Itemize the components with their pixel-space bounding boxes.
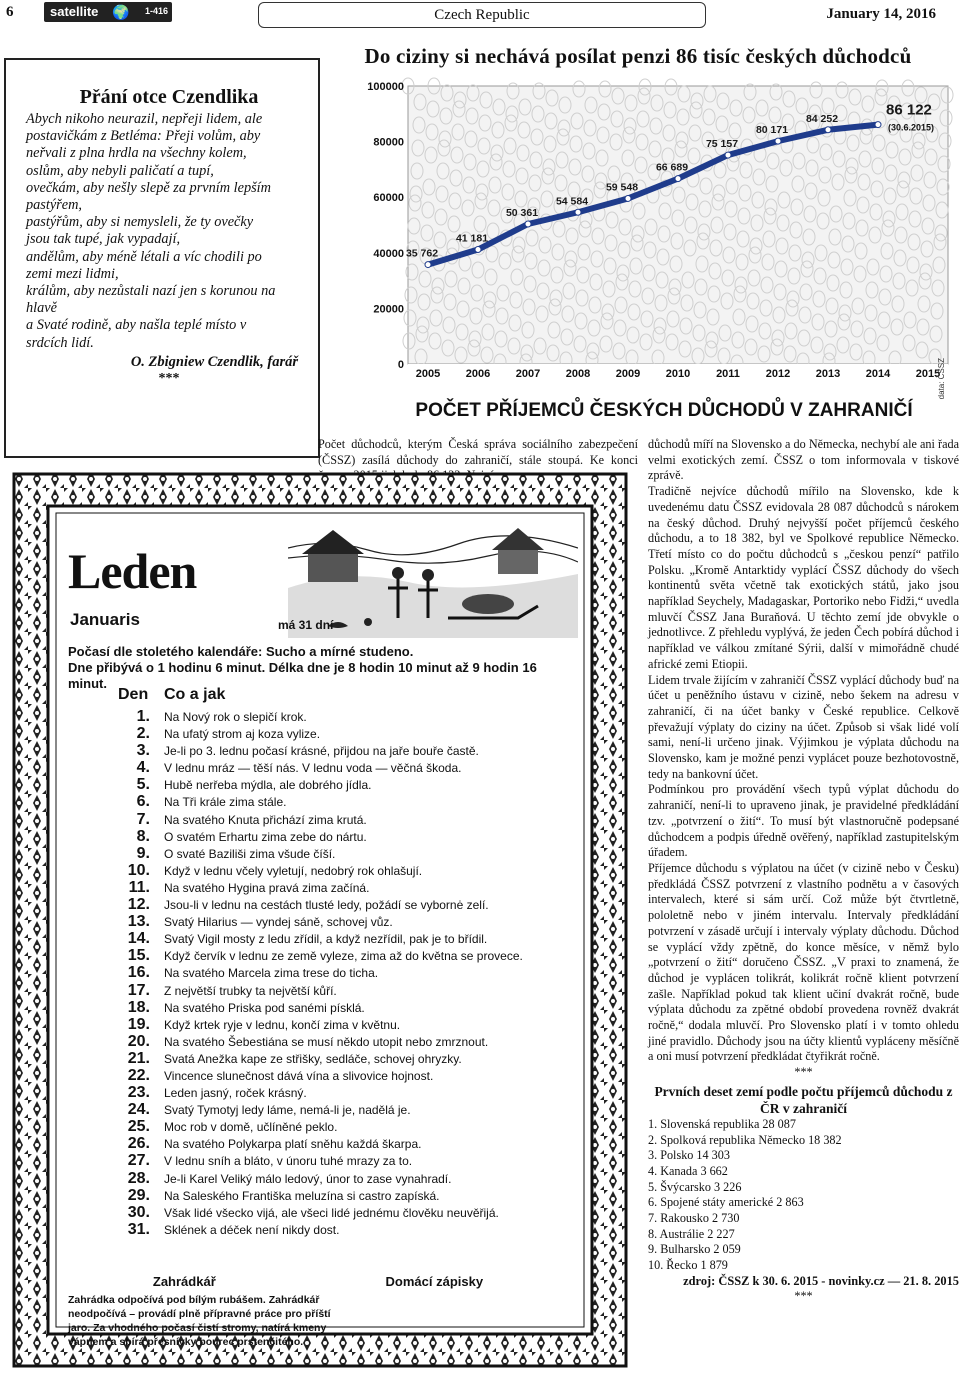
chart-y-tick-label: 0 (397, 359, 404, 371)
article-paragraph: Lidem trvale žijícím v zahraničí ČSSZ vyplácí důchody buď na účet u peněžního ústavu v cizině, nebo šekem na adresu v zahraničí, či na účet banky v České republice. Celkově převažují výplaty do ciziny na účet. Způsob si však lidé volí sami, není-li určeno jinak. Výjimkou je výplata důchodu na Slovensko, kam je možné penzi vyplácet pouze bezhotovostně, tedy na bankovní účet. (648, 672, 959, 781)
gardener-text: Zahrádka odpočívá pod bílým rubášem. Zahrádkář neodpočívá – provádí plně přípravné práce pro příští jaro. Za vhodného počasí čistí stromy, natírá kmeny vápnem a sbírá přesnívky bourec prstenčitého. (68, 1294, 331, 1348)
calendar-saying: Na svatého Polykarpa platí sněhu každá škarpa. (164, 1137, 422, 1152)
calendar-row (118, 982, 568, 999)
chart-data-label: 86 122 (886, 101, 932, 119)
notes-heading: Domácí zápisky (385, 1274, 484, 1289)
top10-item: 7. Rakousko 2 730 (648, 1211, 740, 1226)
calendar-day-number: 18. (127, 998, 150, 1016)
calendar-row (118, 913, 568, 930)
calendar-saying: Hubě nerřeba mýdla, ale dobrého jídla. (164, 778, 372, 793)
chart-data-point (425, 262, 431, 268)
calendar-saying: Svatý Tymotyj ledy láme, nemá-li je, nadělá je. (164, 1103, 411, 1118)
chart-y-tick-label: 60000 (373, 192, 404, 205)
poem-line: zemi mezi lidmi, (26, 265, 119, 282)
chart-data-label: 35 762 (405, 247, 439, 260)
calendar-row (118, 862, 568, 879)
poem-title: Přání otce Czendlika (79, 86, 259, 108)
calendar-day-number: 15. (127, 947, 150, 965)
calendar-day-number: 4. (136, 759, 150, 777)
chart-x-tick-label: 2011 (716, 368, 740, 380)
calendar-saying: Svatá Anežka kape ze střišky, sedláče, schovej ohryzky. (164, 1051, 462, 1066)
calendar-day-number: 3. (136, 742, 150, 760)
calendar-saying: Na Nový rok o slepičí krok. (164, 710, 307, 724)
calendar-weather-note (68, 644, 568, 692)
calendar-saying: Leden jasný, roček krásný. (164, 1086, 307, 1101)
calendar-day-number: 12. (127, 896, 150, 914)
chart-title: POČET PŘÍJEMCŮ ČESKÝCH DŮCHODŮ V ZAHRANIČÍ (415, 400, 913, 421)
calendar-day-number: 17. (127, 981, 150, 999)
calendar-daylight: Dne přibývá o 1 hodinu 6 minut. Délka dne je 8 hodin 10 minut až 9 hodin 16 minut. (68, 660, 537, 691)
calendar-row (118, 930, 568, 947)
chart-data-point (775, 138, 781, 144)
calendar-table-header (118, 686, 568, 704)
chart-data-label: 50 361 (505, 206, 539, 219)
calendar-row (118, 896, 568, 913)
poem-divider: *** (158, 370, 180, 386)
calendar-saying: Je-li Karel Veliký málo ledový, únor to zase vynahradí. (164, 1171, 452, 1186)
calendar-rows (118, 708, 568, 1238)
calendar-month: Leden (68, 543, 197, 599)
article-headline: Do ciziny si nechává posílat penzi 86 tisíc českých důchodců (364, 44, 912, 68)
calendar-row (118, 845, 568, 862)
article-intro: Počet důchodců, kterým Česká správa sociálního zabezpečení (ČSSZ) zasílá důchody do zahraničí, stále stoupá. Ke konci (318, 437, 638, 467)
calendar-row (118, 1187, 568, 1204)
top10-item: 8. Austrálie 2 227 (648, 1226, 735, 1241)
poem-line: ovečkám, aby nešly slepě za prvním lepším (26, 179, 271, 196)
calendar-day-number: 20. (127, 1032, 150, 1050)
poem-lines (26, 111, 312, 352)
chart-x-tick-label: 2007 (515, 368, 541, 380)
calendar-day-number: 11. (128, 878, 150, 896)
poem-line: pastýřem, (26, 197, 82, 214)
gardener-heading: Zahrádkář (152, 1274, 216, 1289)
chart-data-label: 84 252 (805, 112, 839, 125)
calendar-saying: Když krtek ryje v lednu, končí zima v květnu. (164, 1017, 401, 1032)
calendar-day-number: 9. (136, 844, 150, 862)
chart-annotation: (30.6.2015) (888, 122, 935, 133)
calendar-saying: Vincence slunečnost dává vína a slivovice hojnost. (164, 1068, 434, 1083)
calendar-row (118, 1221, 568, 1238)
chart-data-label: 66 689 (655, 161, 689, 174)
top10-item: 9. Bulharsko 2 059 (648, 1242, 741, 1257)
chart-x-tick-label: 2013 (815, 368, 841, 380)
globe-icon: 🌍 (112, 4, 130, 20)
calendar-saying: Na svatého Marcela zima trese do ticha. (164, 966, 379, 981)
poem-line: Abych nikoho neurazil, nepřeji lidem, ale (26, 111, 263, 127)
chart-y-tick-label: 40000 (373, 247, 404, 260)
chart-x-tick-label: 2014 (865, 368, 891, 380)
calendar-day-number: 24. (127, 1101, 150, 1119)
top10-heading: Prvních deset zemí podle počtu příjemců důchodu z ČR v zahraničí (654, 1083, 953, 1116)
calendar-saying: Je-li po 3. lednu počasí krásné, přijdou na jaře bouře častě. (164, 744, 479, 759)
calendar-saying: Na Tři krále zima stále. (164, 795, 287, 810)
chart-data-label: 75 157 (705, 138, 739, 151)
page-number: 6 (6, 4, 14, 20)
calendar-saying: Z největší trubky ta největší kůří. (164, 983, 337, 998)
calendar-day-number: 5. (136, 776, 150, 794)
chart-data-point (575, 209, 581, 215)
chart-source: data: ČSSZ (937, 358, 946, 400)
calendar-day-number: 31. (127, 1220, 150, 1238)
calendar-saying: Svatý Vigil mosty z ledu zřídil, a když nezřídil, pak je to břídil. (164, 932, 488, 947)
poem-line: jsou tak tupé, jak vypadají, (26, 231, 181, 248)
chart-y-tick-label: 20000 (373, 303, 404, 316)
calendar-day-number: 16. (127, 964, 150, 982)
pension-recipients-chart (352, 74, 956, 430)
calendar-saying: Svatý Hilarius — vyndej sáně, schovej vůz. (164, 915, 393, 930)
calendar-row (118, 725, 568, 742)
poem-line: králům, aby nezůstali nazí jen s korunou na (26, 283, 276, 300)
poem-line: pastýřům, aby si nemysleli, že ty ovečky (26, 214, 254, 231)
top10-item: 10. Řecko 1 879 (648, 1258, 728, 1273)
article-paragraph: Tradičně nejvíce důchodů mířilo na Slovensko, kde k uvedenému datu ČSSZ evidovala 28 087 důchodců s nárokem na český důchod. Druhý nejvyšší počet příjemců českého důchodu, a to 18 382, byl ve Spolkové republice Německo. Třetí místo co do počtu důchodců s „českou penzí“ patřilo Polsku. „Kromě Antarktidy vyplácí ČSSZ důchody do všech kontinentů světa včetně tak exotických států, jako jsou například Seychely, Madagaskar, Portoriko nebo Fidži,“ uvedla mluvčí ČSSZ Jana Buraňová. U těchto zemí jde obvykle o jednotlivce. Z přehledu vyplývá, že jeden Čech pobírá důchod i například ve válkou zmítané Sýrii, další v mimořádně chudé africké zemi Etiopii. (648, 484, 959, 671)
calendar-saying: Když červík v lednu ze země vyleze, zima až do května se provece. (164, 949, 523, 964)
calendar-row (118, 828, 568, 845)
calendar-row (118, 742, 568, 759)
calendar-saying: Moc rob v domě, učlíněné peklo. (164, 1120, 338, 1135)
calendar-row (118, 776, 568, 793)
calendar-day-number: 6. (136, 793, 150, 811)
poem-box (4, 58, 320, 458)
chart-data-point (475, 247, 481, 253)
article-divider: *** (794, 1065, 813, 1080)
calendar-row (118, 1067, 568, 1084)
chart-x-tick-label: 2012 (765, 368, 791, 380)
calendar-saying: Na svatého Hygina pravá zima začíná. (164, 880, 370, 895)
calendar-row (118, 1170, 568, 1187)
calendar-content (58, 514, 583, 1348)
chart-y-tick-label: 100000 (367, 81, 404, 93)
calendar-day-number: 22. (127, 1066, 150, 1084)
calendar-footer (68, 1274, 568, 1349)
calendar-page (10, 470, 630, 1370)
calendar-saying: O svatém Erhartu zima zebe do nártu. (164, 829, 367, 844)
section-title: Czech Republic (258, 2, 706, 28)
calendar-row (118, 1118, 568, 1135)
poem-line: oslům, aby nebyli paličatí a tupí, (26, 162, 214, 179)
poem-signature: O. Zbigniew Czendlik, farář (130, 353, 298, 370)
calendar-day-number: 13. (127, 913, 150, 931)
chart-x-tick-label: 2006 (465, 368, 491, 380)
poem-line: andělům, aby méně létali a víc chodili po (26, 248, 262, 265)
calendar-footer-headings (68, 1274, 568, 1289)
chart-data-label: 59 548 (605, 181, 639, 194)
calendar-row (118, 1152, 568, 1169)
article-column-right (648, 437, 959, 1305)
calendar-row (118, 879, 568, 896)
calendar-latin-name: Januaris (70, 610, 140, 629)
calendar-saying: Na ufatý strom aj koza vylize. (164, 727, 321, 742)
chart-x-tick-label: 2010 (665, 368, 691, 380)
masthead-title: satellite (50, 4, 99, 19)
calendar-row (118, 1135, 568, 1152)
calendar-row (118, 999, 568, 1016)
calendar-day-number: 8. (136, 827, 150, 845)
calendar-day-number: 29. (127, 1186, 150, 1204)
top10-item: 4. Kanada 3 662 (648, 1163, 728, 1178)
calendar-day-number: 21. (127, 1049, 150, 1067)
calendar-row (118, 1016, 568, 1033)
calendar-saying: Na svatého Šebestiána se musí někdo utopit nebo zmrznout. (164, 1034, 489, 1049)
article-source: zdroj: ČSSZ k 30. 6. 2015 - novinky.cz — 21. 8. 2015 (683, 1273, 959, 1288)
article-paragraph: důchodů míří na Slovensko a do Německa, nechybí ale ani řada velmi exotických zemí. ČSSZ o tom informovala v tiskové zprávě. (648, 437, 959, 483)
poem-line: hlavě (26, 300, 57, 317)
chart-y-tick-label: 80000 (373, 136, 404, 149)
calendar-saying: Jsou-li v lednu na cestách tlusté ledy, požádí se vybornė zelí. (164, 898, 489, 913)
calendar-row (118, 811, 568, 828)
calendar-row (118, 1033, 568, 1050)
calendar-day-number: 7. (136, 810, 150, 828)
calendar-row (118, 1204, 568, 1221)
article-end-divider: *** (794, 1288, 813, 1303)
calendar-col-day: Den (118, 686, 149, 703)
calendar-day-number: 1. (136, 708, 150, 725)
chart-data-label: 80 171 (755, 124, 789, 137)
top10-item: 5. Švýcarsko 3 226 (648, 1179, 742, 1194)
calendar-saying: Však lidé všecko vijá, ale všeci lidé jednému člověku neuvěřijá. (164, 1205, 499, 1220)
calendar-row (118, 708, 568, 725)
chart-data-label: 41 181 (455, 232, 489, 245)
calendar-day-number: 27. (127, 1152, 150, 1170)
calendar-days-count: má 31 dní (278, 618, 334, 632)
calendar-saying: Na svatého Knuta přichází zima krutá. (164, 812, 367, 827)
calendar-day-number: 25. (127, 1118, 150, 1136)
calendar-day-number: 19. (127, 1015, 150, 1033)
calendar-day-number: 30. (127, 1203, 150, 1221)
chart-data-point (525, 221, 531, 227)
chart-data-point (625, 195, 631, 201)
calendar-day-number: 14. (127, 930, 150, 948)
chart-data-point (725, 152, 731, 158)
chart-data-point (825, 127, 831, 133)
calendar-saying: Když v lednu včely vyletují, nedobrý rok ohlašují. (164, 863, 423, 878)
calendar-saying: Na svatého Priska pod sanémi písklá. (164, 1000, 365, 1015)
poem-line: a Svaté rodině, aby našla teplé místo v (26, 317, 247, 334)
chart-x-tick-label: 2009 (615, 368, 641, 380)
article-body (648, 437, 959, 1065)
calendar-weather: Počasí dle stoletého kalendáře: Sucho a mírné studeno. (68, 644, 414, 659)
chart-x-tick-label: 2005 (415, 368, 441, 380)
issue-date: January 14, 2016 (826, 6, 936, 22)
calendar-day-number: 2. (136, 725, 150, 743)
calendar-row (118, 1101, 568, 1118)
calendar-saying: Sklének a déček není nikdy dost. (164, 1222, 340, 1237)
calendar-row (118, 1050, 568, 1067)
chart-x-tick-label: 2015 (915, 368, 941, 380)
calendar-day-number: 26. (127, 1135, 150, 1153)
top10-item: 3. Polsko 14 303 (648, 1148, 730, 1163)
masthead-logo (44, 2, 172, 22)
top10-item: 6. Spojené státy americké 2 863 (648, 1195, 804, 1210)
poem-line: neřvali z plna hrdla na všechny kolem, (26, 145, 247, 162)
poem-line: srdcích lidí. (26, 334, 94, 351)
top10-item: 2. Spolková republika Německo 18 382 (648, 1132, 842, 1147)
calendar-sayings-table (118, 686, 568, 1238)
calendar-day-number: 23. (127, 1084, 150, 1102)
top10-item: 1. Slovenská republika 28 087 (648, 1116, 796, 1131)
article-paragraph: Podmínkou pro provádění všech typů výplat důchodu do zahraničí, není-li to upraveno jinak, je pravidelné předkládání tzv. „potvrzení o žití“. To musí být vlastnoručně podepsané důchodcem a podpis úředně ověřený, například zastupitelským úřadem. (648, 782, 959, 860)
calendar-day-number: 28. (127, 1169, 150, 1187)
chart-data-point (675, 176, 681, 182)
calendar-saying: V lednu sníh a bláto, v únoru tuhé mrazy za to. (164, 1154, 413, 1169)
chart-data-point (875, 122, 881, 128)
calendar-saying: V lednu mráz — těší nás. V lednu voda — věčná škoda. (164, 761, 462, 776)
article-paragraph: Příjemce důchodu s výplatou na účet (v cizině nebo v Česku) předkládá ČSSZ potvrzení z vlastního podnětu a v časových intervalech, které si sám určí. Což může být čtvrtletně, pololetně nebo v jiném intervalu. Intervaly předkládání potvrzení v zásadě určují i intervaly výplaty důchodu. Důchod se vyplácí vždy zpětně, do konce měsíce, v němž bylo „potvrzení o žití“ doručeno ČSSZ. „V praxi to znamená, že důchod je vyplácen tolikrát, kolikrát ročně klient potvrzení zašle. Například pokud tak klient učiní dvakrát ročně, bude výplata důchodu za zpětné období provedena rovněž dvakrát ročně,“ dodala mluvčí. Pro Slovensko platí i v tomto ohledu jiné pravidlo. Důchody jsou na účty klientů vypláceny měsíčně a oni musí potvrzení předkládat čtyřikrát ročně. (648, 860, 959, 1064)
calendar-day-number: 10. (127, 861, 150, 879)
calendar-row (118, 793, 568, 810)
poem-line: postavičkám z Betléma: Přeji volům, aby (26, 128, 261, 145)
issue-number: 1-416 (144, 6, 168, 16)
calendar-row (118, 947, 568, 964)
calendar-row (118, 964, 568, 981)
calendar-row (118, 759, 568, 776)
chart-x-tick-label: 2008 (565, 368, 591, 380)
calendar-row (118, 1084, 568, 1101)
calendar-saying: O svaté Baziliši zima všude číší. (164, 846, 336, 861)
chart-data-label: 54 584 (555, 195, 589, 208)
calendar-saying: Na Saleského Františka meluzína si castro zapíská. (164, 1188, 440, 1203)
calendar-col-saying: Co a jak (164, 686, 226, 703)
top10-list (648, 1117, 959, 1274)
